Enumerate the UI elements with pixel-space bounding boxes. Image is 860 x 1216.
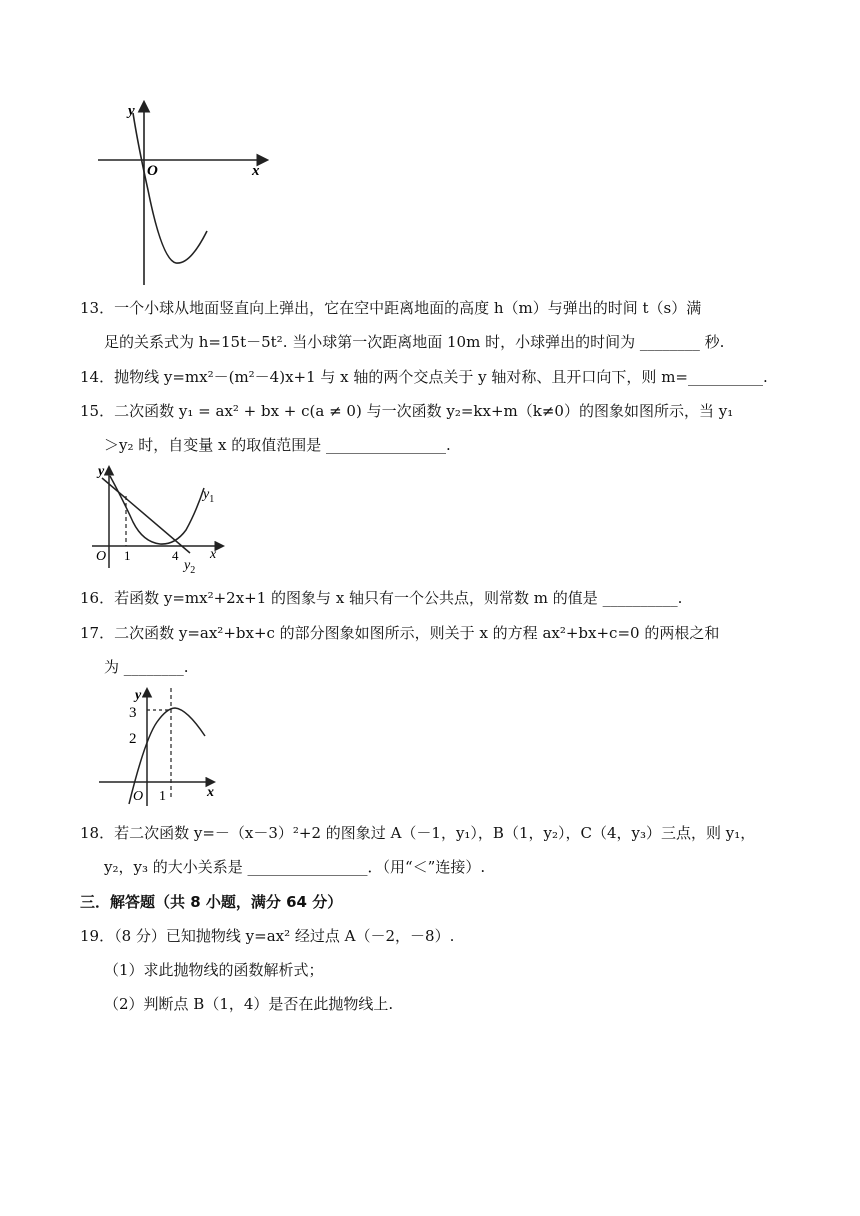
origin-label: O [133,789,144,804]
question-15-line2: ＞y₂ 时，自变量 x 的取值范围是 ________________. [104,436,451,454]
figure-q15-graphs [88,460,233,575]
origin-label: O [96,549,107,564]
figure-q12-parabola [90,95,280,290]
tick-label-4: 4 [172,548,179,563]
label-y1: $y_1$ [203,487,215,505]
origin-label: O [147,163,158,179]
tick-label-3: 3 [129,705,137,721]
section-3-title: 三．解答题（共 8 小题，满分 64 分） [80,893,343,911]
y-axis-label: y [128,103,135,119]
tick-label-2: 2 [129,731,137,747]
x-axis-label: x [210,547,217,562]
y-axis-label: y [135,688,142,703]
tick-label-1: 1 [159,789,166,804]
question-13-line2: 足的关系式为 h=15t－5t². 当小球第一次距离地面 10m 时，小球弹出的时间为 ________ 秒. [104,333,725,351]
question-19-part-1: （1）求此抛物线的函数解析式； [104,961,324,979]
question-15-line1: 15．二次函数 y₁ = ax² + bx + c(a ≠ 0) 与一次函数 y₂=kx+m（k≠0）的图象如图所示，当 y₁ [80,402,734,420]
label-y2: $y_2$ [184,558,196,575]
question-18-line1: 18．若二次函数 y=－（x－3）²+2 的图象过 A（－1，y₁），B（1，y₂），C（4，y₃）三点，则 y₁， [80,824,756,842]
question-17-line2: 为 ________. [104,658,189,676]
line-y2 [102,478,190,553]
x-axis-label: x [252,163,260,179]
y-axis-label: y [98,464,105,479]
parabola-y1 [110,476,204,544]
tick-label-1: 1 [124,548,131,563]
question-17-line1: 17．二次函数 y=ax²+bx+c 的部分图象如图所示，则关于 x 的方程 ax²+bx+c=0 的两根之和 [80,624,720,642]
figure-q17-parabola [95,684,225,810]
question-14: 14．抛物线 y=mx²－(m²－4)x+1 与 x 轴的两个交点关于 y 轴对称、且开口向下，则 m=__________. [80,368,768,386]
question-19: 19．（8 分）已知抛物线 y=ax² 经过点 A（－2，－8）. [80,927,455,945]
question-18-line2: y₂，y₃ 的大小关系是 ________________．（用“＜”连接）. [104,858,486,876]
x-axis-label: x [207,785,214,800]
question-13-line1: 13．一个小球从地面竖直向上弹出，它在空中距离地面的高度 h（m）与弹出的时间 t（s）满 [80,299,702,317]
question-16: 16．若函数 y=mx²+2x+1 的图象与 x 轴只有一个公共点，则常数 m 的值是 __________. [80,589,683,607]
question-19-part-2: （2）判断点 B（1，4）是否在此抛物线上. [104,995,394,1013]
